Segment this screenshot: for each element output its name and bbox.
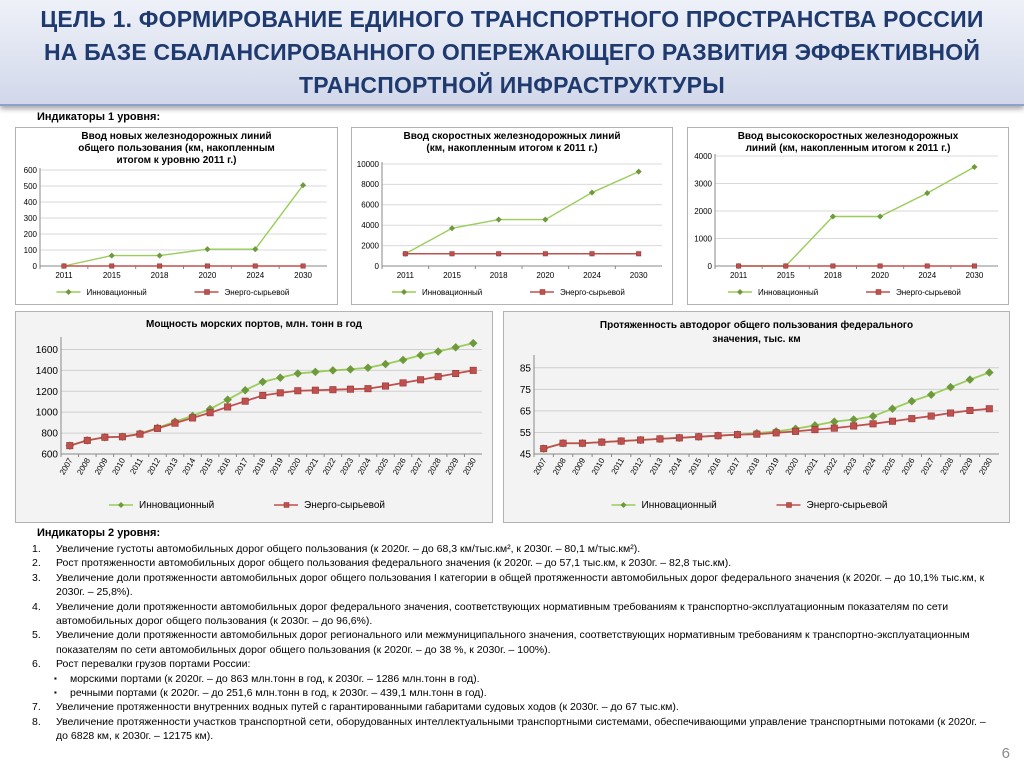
data-point-energy: [972, 264, 976, 268]
x-tick-label: 2017: [233, 456, 250, 477]
data-point-energy: [301, 264, 305, 268]
data-point-innovation: [382, 360, 390, 368]
y-tick-label: 600: [23, 165, 37, 175]
data-point-energy: [62, 264, 66, 268]
data-point-energy: [365, 385, 371, 391]
series-line: [544, 409, 990, 449]
data-point-energy: [773, 430, 779, 436]
list-item-text: Увеличение протяженности участков транспортной сети, оборудованных интеллектуальными транспортными системами, обеспечивающими управление транспортными потоками (к 2020г. – до 6828 км, к 2030г. – 12175 км).: [56, 715, 986, 743]
data-point-energy: [812, 426, 818, 432]
data-point-energy: [560, 440, 566, 446]
data-point-energy: [400, 380, 406, 386]
x-tick-label: 2008: [75, 456, 93, 477]
data-point-energy: [878, 264, 882, 268]
list-item-text: речными портами (к 2020г. – до 251,6 млн.тонн в год, к 2030г. – 439,1 млн.тонн в год).: [70, 687, 487, 700]
series-line: [739, 167, 975, 266]
list-item-text: Увеличение протяженности внутренних водных путей с гарантированными габаритами судовых ходов (к 2030г. – до 67 тыс.км).: [56, 701, 679, 714]
x-tick-label: 2008: [551, 456, 568, 477]
x-tick-label: 2029: [443, 456, 461, 477]
x-tick-label: 2027: [408, 456, 426, 477]
data-point-energy: [207, 410, 213, 416]
data-point-energy: [119, 434, 125, 440]
data-point-innovation: [205, 246, 211, 252]
data-point-energy: [986, 406, 992, 412]
page-title-line-1: ЦЕЛЬ 1. ФОРМИРОВАНИЕ ЕДИНОГО ТРАНСПОРТНОГО ПРОСТРАНСТВА РОССИИ: [40, 6, 984, 32]
legend-marker: [737, 289, 743, 295]
x-tick-label: 2030: [294, 271, 312, 280]
data-point-energy: [435, 373, 441, 379]
legend-label: Энерго-сырьевой: [224, 288, 290, 297]
legend-marker: [205, 290, 210, 295]
y-tick-label: 4000: [361, 221, 379, 230]
chart-title-line: значения, тыс. км: [712, 334, 801, 345]
y-tick-label: 6000: [361, 200, 379, 210]
list-item-text: Увеличение густоты автомобильных дорог общего пользования (к 2020г. – до 68,3 км/тыс.км², к 2030г. – 80,1 м/тыс.км²).: [56, 543, 641, 555]
list-subitem: [32, 686, 992, 700]
data-point-energy: [889, 418, 895, 424]
chart-panel-fast-rail: [351, 127, 673, 305]
legend-marker: [787, 503, 792, 508]
y-tick-label: 8000: [361, 180, 379, 190]
chart-title-line: итогом к уровню 2011 г.): [116, 155, 237, 166]
data-point-innovation: [109, 253, 115, 259]
data-point-innovation: [241, 386, 249, 394]
x-tick-label: 2015: [443, 271, 461, 280]
data-point-energy: [599, 439, 605, 445]
x-tick-label: 2021: [802, 456, 820, 477]
x-tick-label: 2029: [957, 456, 975, 477]
list-item-number: 1.: [32, 543, 41, 555]
list-item: [32, 571, 992, 600]
list-item: [32, 628, 992, 657]
x-tick-label: 2024: [861, 456, 878, 477]
data-point-innovation: [417, 351, 425, 359]
x-tick-label: 2011: [396, 271, 414, 280]
y-tick-label: 400: [23, 197, 37, 207]
x-tick-label: 2024: [356, 456, 373, 477]
legend-marker: [621, 502, 627, 508]
y-tick-label: 45: [519, 449, 531, 461]
list-item-text: Увеличение доли протяженности автомобильных дорог регионального или межмуниципального значения, соответствующих нормативным требованиям к транспортно-эксплуатационным показателям по сети автомобильных дорог общего пользования (к 2020г. – до 38 %, к 2030г. – 100%).: [56, 629, 970, 656]
chart-svg: [16, 128, 337, 304]
data-point-energy: [157, 264, 161, 268]
data-point-innovation: [276, 374, 284, 382]
data-point-energy: [172, 420, 178, 426]
list-item-number: 2.: [32, 557, 41, 570]
data-point-innovation: [346, 365, 354, 373]
x-tick-label: 2015: [102, 271, 121, 280]
data-point-innovation: [589, 190, 595, 196]
chart-title-line: Ввод новых железнодорожных линий: [81, 131, 272, 142]
x-tick-label: 2030: [965, 271, 984, 280]
x-tick-label: 2016: [215, 456, 233, 477]
data-point-energy: [637, 437, 643, 443]
chart-svg: [504, 312, 1009, 522]
x-tick-label: 2010: [589, 456, 607, 477]
y-tick-label: 55: [519, 427, 531, 439]
x-tick-label: 2011: [128, 456, 145, 476]
legend-marker: [540, 290, 545, 295]
list-item-number: 4.: [32, 600, 41, 613]
x-tick-label: 2007: [57, 456, 75, 477]
x-tick-label: 2012: [145, 456, 163, 477]
data-point-energy: [579, 440, 585, 446]
level2-label: Индикаторы 2 уровня:: [37, 527, 161, 539]
chart-title-line: Ввод скоростных железнодорожных линий: [403, 131, 621, 142]
x-tick-label: 2015: [686, 456, 704, 477]
legend-label: Инновационный: [422, 288, 483, 297]
y-tick-label: 500: [23, 181, 37, 191]
data-point-innovation: [259, 378, 267, 386]
y-tick-label: 200: [23, 229, 37, 239]
y-tick-label: 0: [374, 261, 379, 271]
data-point-energy: [347, 386, 353, 392]
y-tick-label: 3000: [694, 179, 712, 189]
chart-svg: [688, 128, 1008, 304]
x-tick-label: 2015: [776, 271, 795, 280]
page-number: 6: [1001, 745, 1010, 762]
legend-marker: [401, 289, 407, 295]
chart-panel-sea-ports: [15, 311, 493, 523]
list-item-text: Рост перевалки грузов портами России:: [56, 658, 251, 671]
y-tick-label: 1200: [35, 386, 58, 398]
x-tick-label: 2018: [489, 271, 508, 280]
data-point-innovation: [924, 190, 930, 196]
x-tick-label: 2020: [783, 456, 801, 477]
data-point-energy: [590, 252, 594, 256]
x-tick-label: 2020: [536, 271, 555, 280]
chart-panel-federal-roads: [503, 311, 1010, 523]
list-item-text: Рост протяженности автомобильных дорог общего пользования федерального значения (к 2020г. – до 57,1 тыс.км, к 2030г. – 82,8 тыс.км).: [56, 557, 732, 570]
x-tick-label: 2023: [841, 456, 859, 477]
x-tick-label: 2018: [150, 271, 169, 280]
x-tick-label: 2025: [373, 456, 391, 477]
x-tick-label: 2024: [583, 271, 601, 280]
y-tick-label: 1000: [694, 234, 712, 244]
y-tick-label: 1600: [35, 344, 58, 356]
data-point-innovation: [972, 164, 978, 170]
y-tick-label: 800: [41, 428, 58, 440]
data-point-innovation: [543, 217, 549, 223]
x-tick-label: 2018: [744, 456, 762, 477]
data-point-energy: [676, 435, 682, 441]
series-line: [70, 370, 473, 445]
x-tick-label: 2018: [250, 456, 268, 477]
data-point-energy: [470, 367, 476, 373]
x-tick-label: 2022: [822, 456, 840, 477]
legend-label: Энерго-сырьевой: [896, 288, 961, 297]
list-item-number: 7.: [32, 701, 41, 714]
data-point-innovation: [888, 405, 896, 413]
chart-svg: [16, 312, 492, 522]
data-point-energy: [925, 264, 929, 268]
data-point-innovation: [908, 397, 916, 405]
data-point-energy: [242, 398, 248, 404]
list-item: [32, 542, 992, 556]
data-point-energy: [224, 404, 230, 410]
data-point-energy: [253, 264, 257, 268]
y-tick-label: 2000: [361, 241, 379, 251]
chart-title-line: Мощность морских портов, млн. тонн в год: [146, 319, 362, 330]
list-item: [32, 700, 992, 714]
data-point-energy: [403, 252, 407, 256]
data-point-innovation: [329, 366, 337, 374]
x-tick-label: 2025: [880, 456, 898, 477]
series-line: [64, 185, 303, 266]
y-tick-label: 100: [23, 245, 37, 255]
data-point-energy: [417, 377, 423, 383]
y-tick-label: 1400: [35, 365, 58, 377]
x-tick-label: 2030: [977, 456, 995, 477]
x-tick-label: 2027: [919, 456, 936, 477]
data-point-innovation: [399, 356, 407, 364]
level2-list: [32, 542, 992, 744]
data-point-energy: [736, 264, 740, 268]
data-point-energy: [657, 436, 663, 442]
x-tick-label: 2013: [163, 456, 180, 477]
y-tick-label: 4000: [694, 151, 712, 161]
data-point-energy: [277, 390, 283, 396]
data-point-innovation: [636, 169, 642, 175]
data-point-energy: [330, 387, 336, 393]
level1-label: Индикаторы 1 уровня:: [37, 111, 161, 123]
y-tick-label: 75: [519, 384, 531, 396]
list-item-number: 3.: [32, 571, 41, 584]
data-point-energy: [784, 264, 788, 268]
data-point-innovation: [311, 368, 319, 376]
y-tick-label: 65: [519, 406, 531, 418]
x-tick-label: 2010: [110, 456, 128, 477]
x-tick-label: 2017: [725, 456, 743, 477]
list-subitem: [32, 672, 992, 686]
x-tick-label: 2012: [628, 456, 646, 477]
chart-svg: [352, 128, 672, 304]
x-tick-label: 2028: [426, 456, 443, 477]
legend-marker: [284, 503, 289, 508]
data-point-energy: [205, 264, 209, 268]
chart-title-line: общего пользования (км, накопленным: [78, 143, 275, 154]
x-tick-label: 2020: [285, 456, 303, 477]
x-tick-label: 2011: [609, 456, 626, 476]
x-tick-label: 2015: [198, 456, 215, 477]
data-point-energy: [734, 431, 740, 437]
y-tick-label: 10000: [356, 159, 379, 169]
data-point-innovation: [985, 369, 993, 377]
data-point-energy: [295, 388, 301, 394]
x-tick-label: 2028: [938, 456, 956, 477]
data-point-energy: [695, 434, 701, 440]
data-point-energy: [928, 413, 934, 419]
x-tick-label: 2016: [706, 456, 723, 477]
data-point-innovation: [966, 376, 974, 384]
data-point-energy: [618, 438, 624, 444]
data-point-innovation: [869, 412, 877, 420]
x-tick-label: 2020: [871, 271, 889, 280]
data-point-energy: [189, 415, 195, 421]
list-item-number: ▪: [54, 673, 57, 683]
legend-label: Энерго-сырьевой: [560, 288, 625, 297]
legend-label: Энерго-сырьевой: [304, 500, 386, 511]
data-point-energy: [260, 392, 266, 398]
data-point-energy: [84, 437, 90, 443]
data-point-energy: [452, 370, 458, 376]
list-item: [32, 556, 992, 570]
x-tick-label: 2013: [647, 456, 665, 477]
x-tick-label: 2009: [92, 456, 110, 477]
x-tick-label: 2030: [461, 456, 478, 477]
x-tick-label: 2021: [303, 456, 321, 477]
data-point-energy: [102, 434, 108, 440]
legend-label: Инновационный: [758, 288, 819, 297]
data-point-energy: [967, 407, 973, 413]
data-point-energy: [909, 415, 915, 421]
list-item-number: ▪: [54, 688, 57, 698]
x-tick-label: 2011: [55, 271, 73, 280]
chart-title-line: Ввод высокоскоростных железнодорожных: [737, 131, 959, 142]
data-point-innovation: [224, 396, 232, 404]
data-point-energy: [496, 252, 500, 256]
data-point-energy: [831, 425, 837, 431]
legend-label: Инновационный: [86, 288, 147, 297]
legend-label: Инновационный: [641, 500, 717, 511]
x-tick-label: 2009: [570, 456, 588, 477]
data-point-innovation: [452, 343, 460, 351]
y-tick-label: 1000: [35, 407, 58, 419]
x-tick-label: 2024: [246, 271, 265, 280]
x-tick-label: 2023: [338, 456, 356, 477]
data-point-energy: [715, 432, 721, 438]
data-point-innovation: [927, 391, 935, 399]
list-item-text: Увеличение доли протяженности автомобильных дорог федерального значения, соответствующих нормативным требованиям к транспортно-эксплуатационным показателям по сети автомобильных дорог общего пользования (к 2030г. – до 96,6%).: [56, 600, 949, 628]
data-point-energy: [450, 252, 454, 256]
x-tick-label: 2011: [729, 271, 748, 280]
data-point-innovation: [850, 416, 858, 424]
list-item-number: 5.: [32, 629, 41, 642]
list-item-number: 6.: [32, 658, 41, 671]
data-point-innovation: [449, 225, 455, 231]
x-tick-label: 2014: [180, 456, 198, 477]
data-point-innovation: [947, 383, 955, 391]
data-point-energy: [792, 428, 798, 434]
legend-marker: [876, 290, 881, 295]
x-tick-label: 2026: [899, 456, 917, 477]
list-item-text: морскими портами (к 2020г. – до 863 млн.тонн в год, к 2030г. – 1286 млн.тонн в год).: [70, 672, 480, 685]
list-item-number: 8.: [32, 715, 41, 728]
list-item: [32, 657, 992, 671]
data-point-energy: [947, 410, 953, 416]
legend-label: Инновационный: [139, 500, 215, 511]
data-point-innovation: [469, 339, 477, 347]
data-point-energy: [540, 445, 546, 451]
data-point-innovation: [877, 214, 883, 220]
x-tick-label: 2022: [320, 456, 338, 477]
y-tick-label: 0: [32, 261, 37, 271]
x-tick-label: 2024: [918, 271, 937, 280]
data-point-energy: [636, 252, 640, 256]
data-point-energy: [137, 431, 143, 437]
data-point-energy: [312, 387, 318, 393]
list-item-text: Увеличение доли протяженности автомобильных дорог общего пользования I категории в общей протяженности автомобильных дорог федерального значения (к 2020г. – до 10,1% тыс.км, к 2030г. – 25,8%).: [56, 571, 985, 599]
data-point-energy: [67, 442, 73, 448]
chart-title-line: Протяженность автодорог общего пользования федерального: [599, 320, 914, 331]
x-tick-label: 2019: [268, 456, 286, 477]
chart-title-line: линий (км, накопленным итогом к 2011 г.): [745, 143, 951, 154]
y-tick-label: 300: [23, 213, 37, 223]
legend-marker: [66, 289, 72, 295]
y-tick-label: 85: [519, 363, 531, 375]
data-point-energy: [831, 264, 835, 268]
data-point-energy: [154, 425, 160, 431]
title-bar: [0, 0, 1024, 106]
chart-title-line: (км, накопленным итогом к 2011 г.): [426, 143, 598, 154]
page-title-line-2: НА БАЗЕ СБАЛАНСИРОВАННОГО ОПЕРЕЖАЮЩЕГО РАЗВИТИЯ ЭФФЕКТИВНОЙ: [43, 39, 981, 65]
data-point-energy: [382, 383, 388, 389]
y-tick-label: 600: [41, 449, 58, 461]
y-tick-label: 2000: [694, 206, 712, 216]
x-tick-label: 2026: [391, 456, 408, 477]
chart-panel-high-speed-rail: [687, 127, 1009, 305]
data-point-innovation: [434, 348, 442, 356]
list-item: [32, 715, 992, 744]
legend-label: Энерго-сырьевой: [806, 500, 888, 511]
page-title-line-3: ТРАНСПОРТНОЙ ИНФРАСТРУКТУРЫ: [299, 72, 725, 98]
y-tick-label: 0: [707, 261, 712, 271]
data-point-energy: [110, 264, 114, 268]
list-item: [32, 600, 992, 629]
data-point-energy: [850, 423, 856, 429]
data-point-energy: [870, 421, 876, 427]
x-tick-label: 2007: [531, 456, 549, 477]
chart-panel-new-rail: [15, 127, 338, 305]
x-tick-label: 2019: [764, 456, 781, 477]
data-point-energy: [543, 252, 547, 256]
x-tick-label: 2030: [629, 271, 648, 280]
data-point-innovation: [830, 418, 838, 426]
x-tick-label: 2020: [198, 271, 217, 280]
x-tick-label: 2014: [667, 456, 685, 477]
data-point-innovation: [157, 253, 163, 259]
x-tick-label: 2018: [824, 271, 842, 280]
data-point-innovation: [496, 217, 502, 223]
data-point-energy: [754, 431, 760, 437]
legend-marker: [118, 502, 124, 508]
